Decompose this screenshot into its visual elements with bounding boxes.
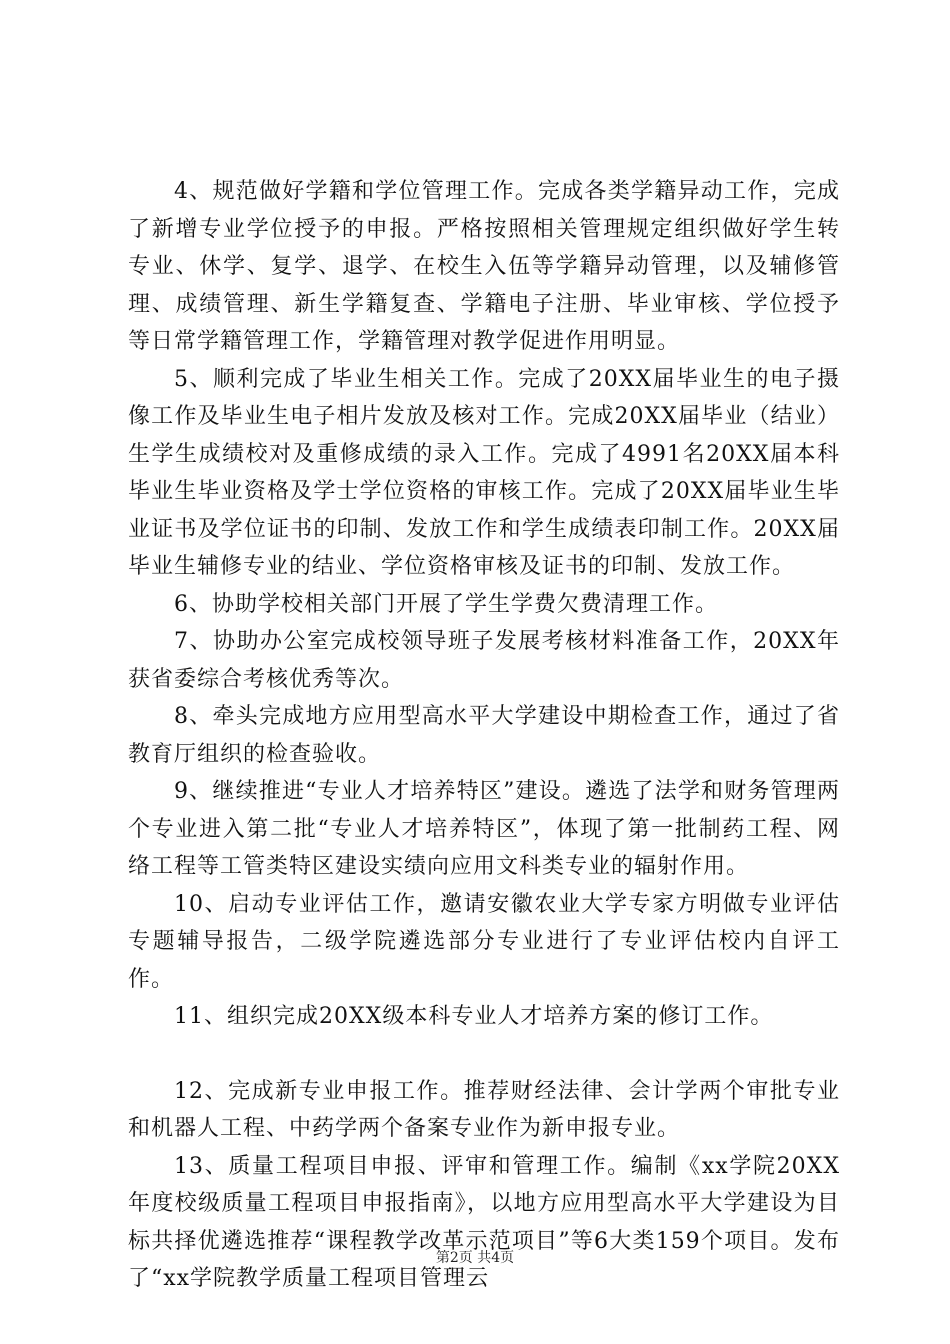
paragraph-gap — [128, 1036, 840, 1073]
paragraph-11: 11、组织完成20XX级本科专业人才培养方案的修订工作。 — [174, 1004, 774, 1029]
page-footer: 第2页 共4页 — [435, 1250, 515, 1266]
paragraph-4: 4、规范做好学籍和学位管理工作。完成各类学籍异动工作，完成了新增专业学位授予的申报。严格按照相关管理规定组织做好学生转专业、休学、复学、退学、在校生入伍等学籍异动管理，以及辅修管理、成绩管理、新生学籍复查、学籍电子注册、毕业审核、学位授予等日常学籍管理工作，学籍管理对教学促进作用明显。 — [128, 179, 840, 354]
paragraph-6: 6、协助学校相关部门开展了学生学费欠费清理工作。 — [174, 591, 718, 617]
paragraph-12: 12、完成新专业申报工作。推荐财经法律、会计学两个审批专业和机器人工程、中药学两个备案专业作为新申报专业。 — [128, 1078, 840, 1141]
paragraph-13: 13、质量工程项目申报、评审和管理工作。编制《xx学院20XX年度校级质量工程项目申报指南》，以地方应用型高水平大学建设为目标共择优遴选推荐“课程教学改革示范项目”等6大类159个项目。发布了“xx学院教学质量工程项目管理云 — [128, 1153, 840, 1291]
paragraph-5: 5、顺利完成了毕业生相关工作。完成了20XX届毕业生的电子摄像工作及毕业生电子相片发放及核对工作。完成20XX届毕业（结业）生学生成绩校对及重修成绩的录入工作。完成了4991名20XX届本科毕业生毕业资格及学士学位资格的审核工作。完成了20XX届毕业生毕业证书及学位证书的印制、发放工作和学生成绩表印制工作。20XX届毕业生辅修专业的结业、学位资格审核及证书的印制、发放工作。 — [128, 366, 840, 579]
paragraph-9: 9、继续推进“专业人才培养特区”建设。遴选了法学和财务管理两个专业进入第二批“专业人才培养特区”，体现了第一批制药工程、网络工程等工管类特区建设实绩向应用文科类专业的辐射作用。 — [128, 779, 840, 879]
paragraph-8: 8、牵头完成地方应用型高水平大学建设中期检查工作，通过了省教育厅组织的检查验收。 — [128, 704, 840, 767]
paragraph-7: 7、协助办公室完成校领导班子发展考核材料准备工作，20XX年获省委综合考核优秀等次。 — [128, 629, 840, 692]
document-body — [128, 173, 840, 1298]
paragraph-10: 10、启动专业评估工作，邀请安徽农业大学专家方明做专业评估专题辅导报告，二级学院遴选部分专业进行了专业评估校内自评工作。 — [128, 891, 840, 992]
